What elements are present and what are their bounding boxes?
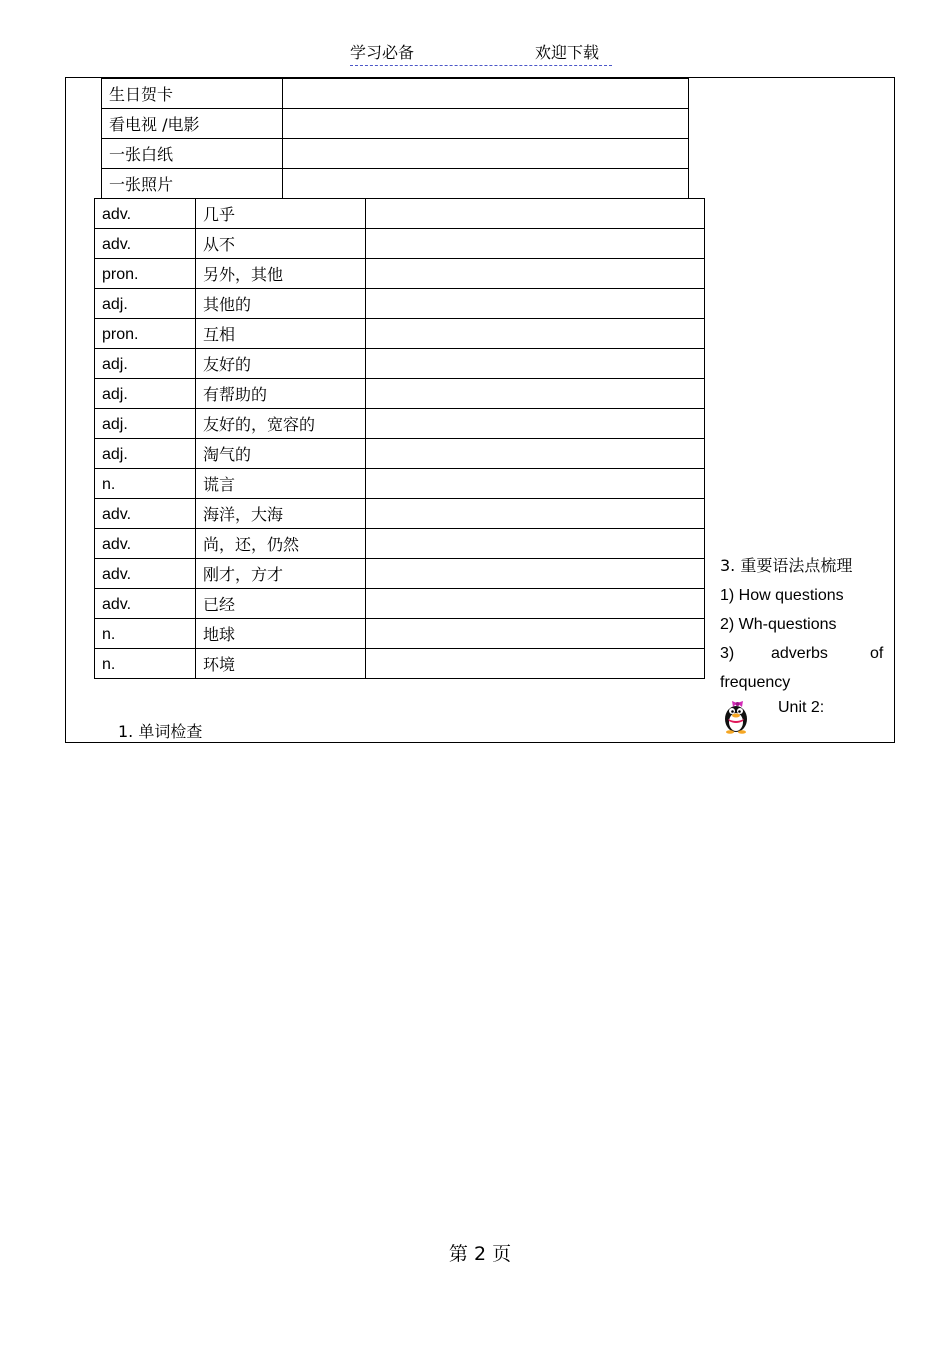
vocab-answer-blank[interactable] bbox=[366, 199, 705, 229]
vocab-answer-blank[interactable] bbox=[366, 409, 705, 439]
vocab-row bbox=[95, 349, 705, 379]
vocab-chinese: 友好的 bbox=[196, 349, 366, 379]
phrase-chinese: 一张照片 bbox=[102, 169, 283, 199]
phrase-chinese: 生日贺卡 bbox=[102, 79, 283, 109]
phrase-answer-blank[interactable] bbox=[283, 79, 689, 109]
vocab-chinese: 从不 bbox=[196, 229, 366, 259]
vocab-chinese: 友好的，宽容的 bbox=[196, 409, 366, 439]
vocab-row bbox=[95, 439, 705, 469]
word-check-heading: 1. 单词检查 bbox=[118, 722, 203, 741]
vocab-part-of-speech: adj. bbox=[95, 349, 196, 379]
vocab-row bbox=[95, 559, 705, 589]
vocab-part-of-speech: adv. bbox=[95, 559, 196, 589]
vocab-part-of-speech: n. bbox=[95, 469, 196, 499]
vocab-answer-blank[interactable] bbox=[366, 379, 705, 409]
vocab-row bbox=[95, 649, 705, 679]
grammar-item-3-continued: frequency bbox=[720, 674, 791, 691]
vocab-part-of-speech: adj. bbox=[95, 379, 196, 409]
vocab-answer-blank[interactable] bbox=[366, 289, 705, 319]
vocab-answer-blank[interactable] bbox=[366, 349, 705, 379]
vocab-row bbox=[95, 289, 705, 319]
phrase-row bbox=[102, 169, 689, 199]
vocab-answer-blank[interactable] bbox=[366, 529, 705, 559]
vocab-chinese: 已经 bbox=[196, 589, 366, 619]
page-number: 第 2 页 bbox=[448, 1243, 512, 1265]
phrase-chinese: 一张白纸 bbox=[102, 139, 283, 169]
vocab-answer-blank[interactable] bbox=[366, 229, 705, 259]
vocab-row bbox=[95, 199, 705, 229]
vocab-row bbox=[95, 259, 705, 289]
vocab-part-of-speech: adj. bbox=[95, 409, 196, 439]
vocab-part-of-speech: n. bbox=[95, 649, 196, 679]
vocab-row bbox=[95, 469, 705, 499]
phrase-row bbox=[102, 109, 689, 139]
unit-label: Unit 2: bbox=[778, 699, 825, 716]
vocab-chinese: 谎言 bbox=[196, 469, 366, 499]
vocab-answer-blank[interactable] bbox=[366, 499, 705, 529]
vocab-chinese: 淘气的 bbox=[196, 439, 366, 469]
vocab-row bbox=[95, 319, 705, 349]
vocab-part-of-speech: n. bbox=[95, 619, 196, 649]
vocab-part-of-speech: adv. bbox=[95, 589, 196, 619]
vocab-chinese: 海洋，大海 bbox=[196, 499, 366, 529]
vocab-chinese: 其他的 bbox=[196, 289, 366, 319]
vocab-chinese: 地球 bbox=[196, 619, 366, 649]
header-left-text: 学习必备 bbox=[350, 43, 415, 62]
grammar-item-3-word: of bbox=[870, 645, 884, 662]
vocab-answer-blank[interactable] bbox=[366, 439, 705, 469]
grammar-item-1: 1) How questions bbox=[720, 587, 844, 604]
vocab-answer-blank[interactable] bbox=[366, 619, 705, 649]
vocab-part-of-speech: adv. bbox=[95, 199, 196, 229]
vocab-chinese: 有帮助的 bbox=[196, 379, 366, 409]
phrase-row bbox=[102, 139, 689, 169]
vocab-part-of-speech: pron. bbox=[95, 319, 196, 349]
phrase-chinese: 看电视 /电影 bbox=[102, 109, 283, 139]
vocab-part-of-speech: adj. bbox=[95, 289, 196, 319]
vocab-chinese: 刚才，方才 bbox=[196, 559, 366, 589]
phrase-answer-blank[interactable] bbox=[283, 109, 689, 139]
grammar-item-3-word: adverbs bbox=[771, 645, 828, 662]
phrase-answer-blank[interactable] bbox=[283, 139, 689, 169]
vocab-answer-blank[interactable] bbox=[366, 259, 705, 289]
phrase-row bbox=[102, 79, 689, 109]
vocab-row bbox=[95, 529, 705, 559]
header-right-text: 欢迎下载 bbox=[535, 43, 600, 62]
grammar-title: 3. 重要语法点梳理 bbox=[720, 556, 853, 575]
vocab-part-of-speech: pron. bbox=[95, 259, 196, 289]
vocab-answer-blank[interactable] bbox=[366, 559, 705, 589]
page-header bbox=[350, 42, 612, 66]
vocab-answer-blank[interactable] bbox=[366, 649, 705, 679]
vocab-row bbox=[95, 409, 705, 439]
vocab-row bbox=[95, 379, 705, 409]
vocab-part-of-speech: adv. bbox=[95, 499, 196, 529]
vocab-row bbox=[95, 619, 705, 649]
grammar-item-3-number: 3) bbox=[720, 645, 735, 662]
grammar-item-2: 2) Wh-questions bbox=[720, 616, 837, 633]
vocab-row bbox=[95, 499, 705, 529]
vocab-table bbox=[94, 198, 705, 679]
vocab-row bbox=[95, 229, 705, 259]
vocab-part-of-speech: adv. bbox=[95, 529, 196, 559]
vocab-chinese: 几乎 bbox=[196, 199, 366, 229]
vocab-part-of-speech: adv. bbox=[95, 229, 196, 259]
vocab-chinese: 互相 bbox=[196, 319, 366, 349]
vocab-chinese: 尚，还，仍然 bbox=[196, 529, 366, 559]
phrase-table bbox=[101, 78, 689, 199]
vocab-chinese: 环境 bbox=[196, 649, 366, 679]
phrase-answer-blank[interactable] bbox=[283, 169, 689, 199]
vocab-answer-blank[interactable] bbox=[366, 589, 705, 619]
vocab-answer-blank[interactable] bbox=[366, 319, 705, 349]
vocab-part-of-speech: adj. bbox=[95, 439, 196, 469]
penguin-icon bbox=[720, 700, 752, 734]
vocab-answer-blank[interactable] bbox=[366, 469, 705, 499]
vocab-row bbox=[95, 589, 705, 619]
vocab-chinese: 另外，其他 bbox=[196, 259, 366, 289]
